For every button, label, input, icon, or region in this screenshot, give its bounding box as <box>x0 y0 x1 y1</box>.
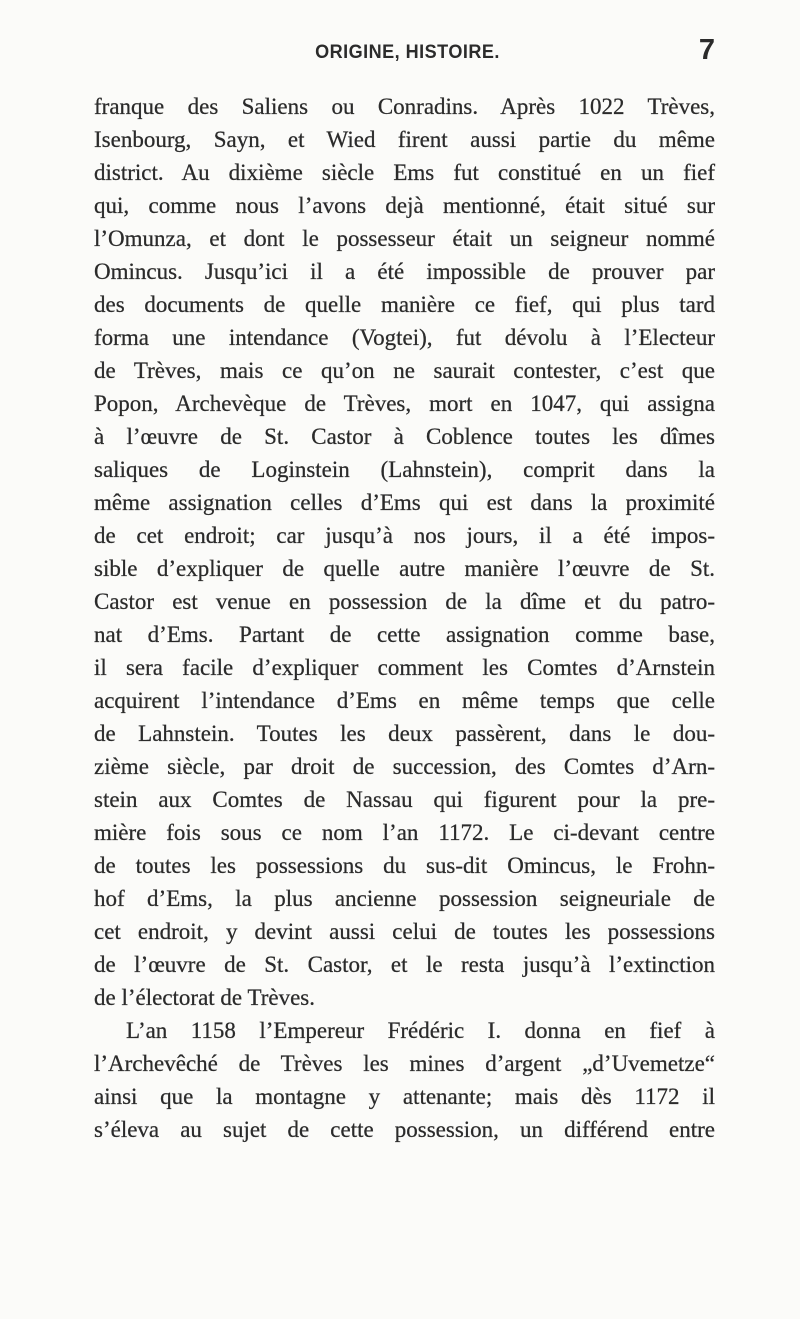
text-line: Castor est venue en possession de la dîme et du patro- <box>94 589 715 614</box>
text-line: franque des Saliens ou Conradins. Après 1022 Trèves, <box>94 94 715 119</box>
text-line: Isenbourg, Sayn, et Wied firent aussi partie du même <box>94 127 715 152</box>
text-line: hof d’Ems, la plus ancienne possession seigneuriale de <box>94 886 715 911</box>
text-line: saliques de Loginstein (Lahnstein), comprit dans la <box>94 457 715 482</box>
text-line: stein aux Comtes de Nassau qui figurent pour la pre- <box>94 787 715 812</box>
text-line: des documents de quelle manière ce fief, qui plus tard <box>94 292 715 317</box>
text-line: de Trèves, mais ce qu’on ne saurait contester, c’est que <box>94 358 715 383</box>
running-title: ORIGINE, HISTOIRE. <box>315 42 500 63</box>
text-line: l’Omunza, et dont le possesseur était un seigneur nommé <box>94 226 715 251</box>
text-line: forma une intendance (Vogtei), fut dévolu à l’Electeur <box>94 325 715 350</box>
text-line: nat d’Ems. Partant de cette assignation comme base, <box>94 622 715 647</box>
text-line: Omincus. Jusqu’ici il a été impossible de prouver par <box>94 259 715 284</box>
text-line: mière fois sous ce nom l’an 1172. Le ci-devant centre <box>94 820 715 845</box>
body-text <box>94 90 715 1146</box>
text-line: de Lahnstein. Toutes les deux passèrent, dans le dou- <box>94 721 715 746</box>
text-line: de toutes les possessions du sus-dit Omincus, le Frohn- <box>94 853 715 878</box>
text-line: même assignation celles d’Ems qui est dans la proximité <box>94 490 715 515</box>
text-line: de cet endroit; car jusqu’à nos jours, il a été impos- <box>94 523 715 548</box>
text-line: il sera facile d’expliquer comment les Comtes d’Arnstein <box>94 655 715 680</box>
page-header <box>100 34 715 80</box>
text-line: s’éleva au sujet de cette possession, un différend entre <box>94 1117 715 1142</box>
text-line: qui, comme nous l’avons dejà mentionné, était situé sur <box>94 193 715 218</box>
text-line: acquirent l’intendance d’Ems en même temps que celle <box>94 688 715 713</box>
text-line: ainsi que la montagne y attenante; mais dès 1172 il <box>94 1084 715 1109</box>
text-line: zième siècle, par droit de succession, des Comtes d’Arn- <box>94 754 715 779</box>
text-line: cet endroit, y devint aussi celui de toutes les possessions <box>94 919 715 944</box>
text-line: Popon, Archevèque de Trèves, mort en 1047, qui assigna <box>94 391 715 416</box>
text-line: district. Au dixième siècle Ems fut constitué en un fief <box>94 160 715 185</box>
text-line: sible d’expliquer de quelle autre manière l’œuvre de St. <box>94 556 715 581</box>
page-number: 7 <box>698 34 715 66</box>
text-line: de l’œuvre de St. Castor, et le resta jusqu’à l’extinction <box>94 952 715 977</box>
text-line: de l’électorat de Trèves. <box>94 985 315 1010</box>
text-line: l’Archevêché de Trèves les mines d’argent „d’Uvemetze“ <box>94 1051 715 1076</box>
text-line: L’an 1158 l’Empereur Frédéric I. donna en fief à <box>126 1018 715 1043</box>
text-line: à l’œuvre de St. Castor à Coblence toutes les dîmes <box>94 424 715 449</box>
